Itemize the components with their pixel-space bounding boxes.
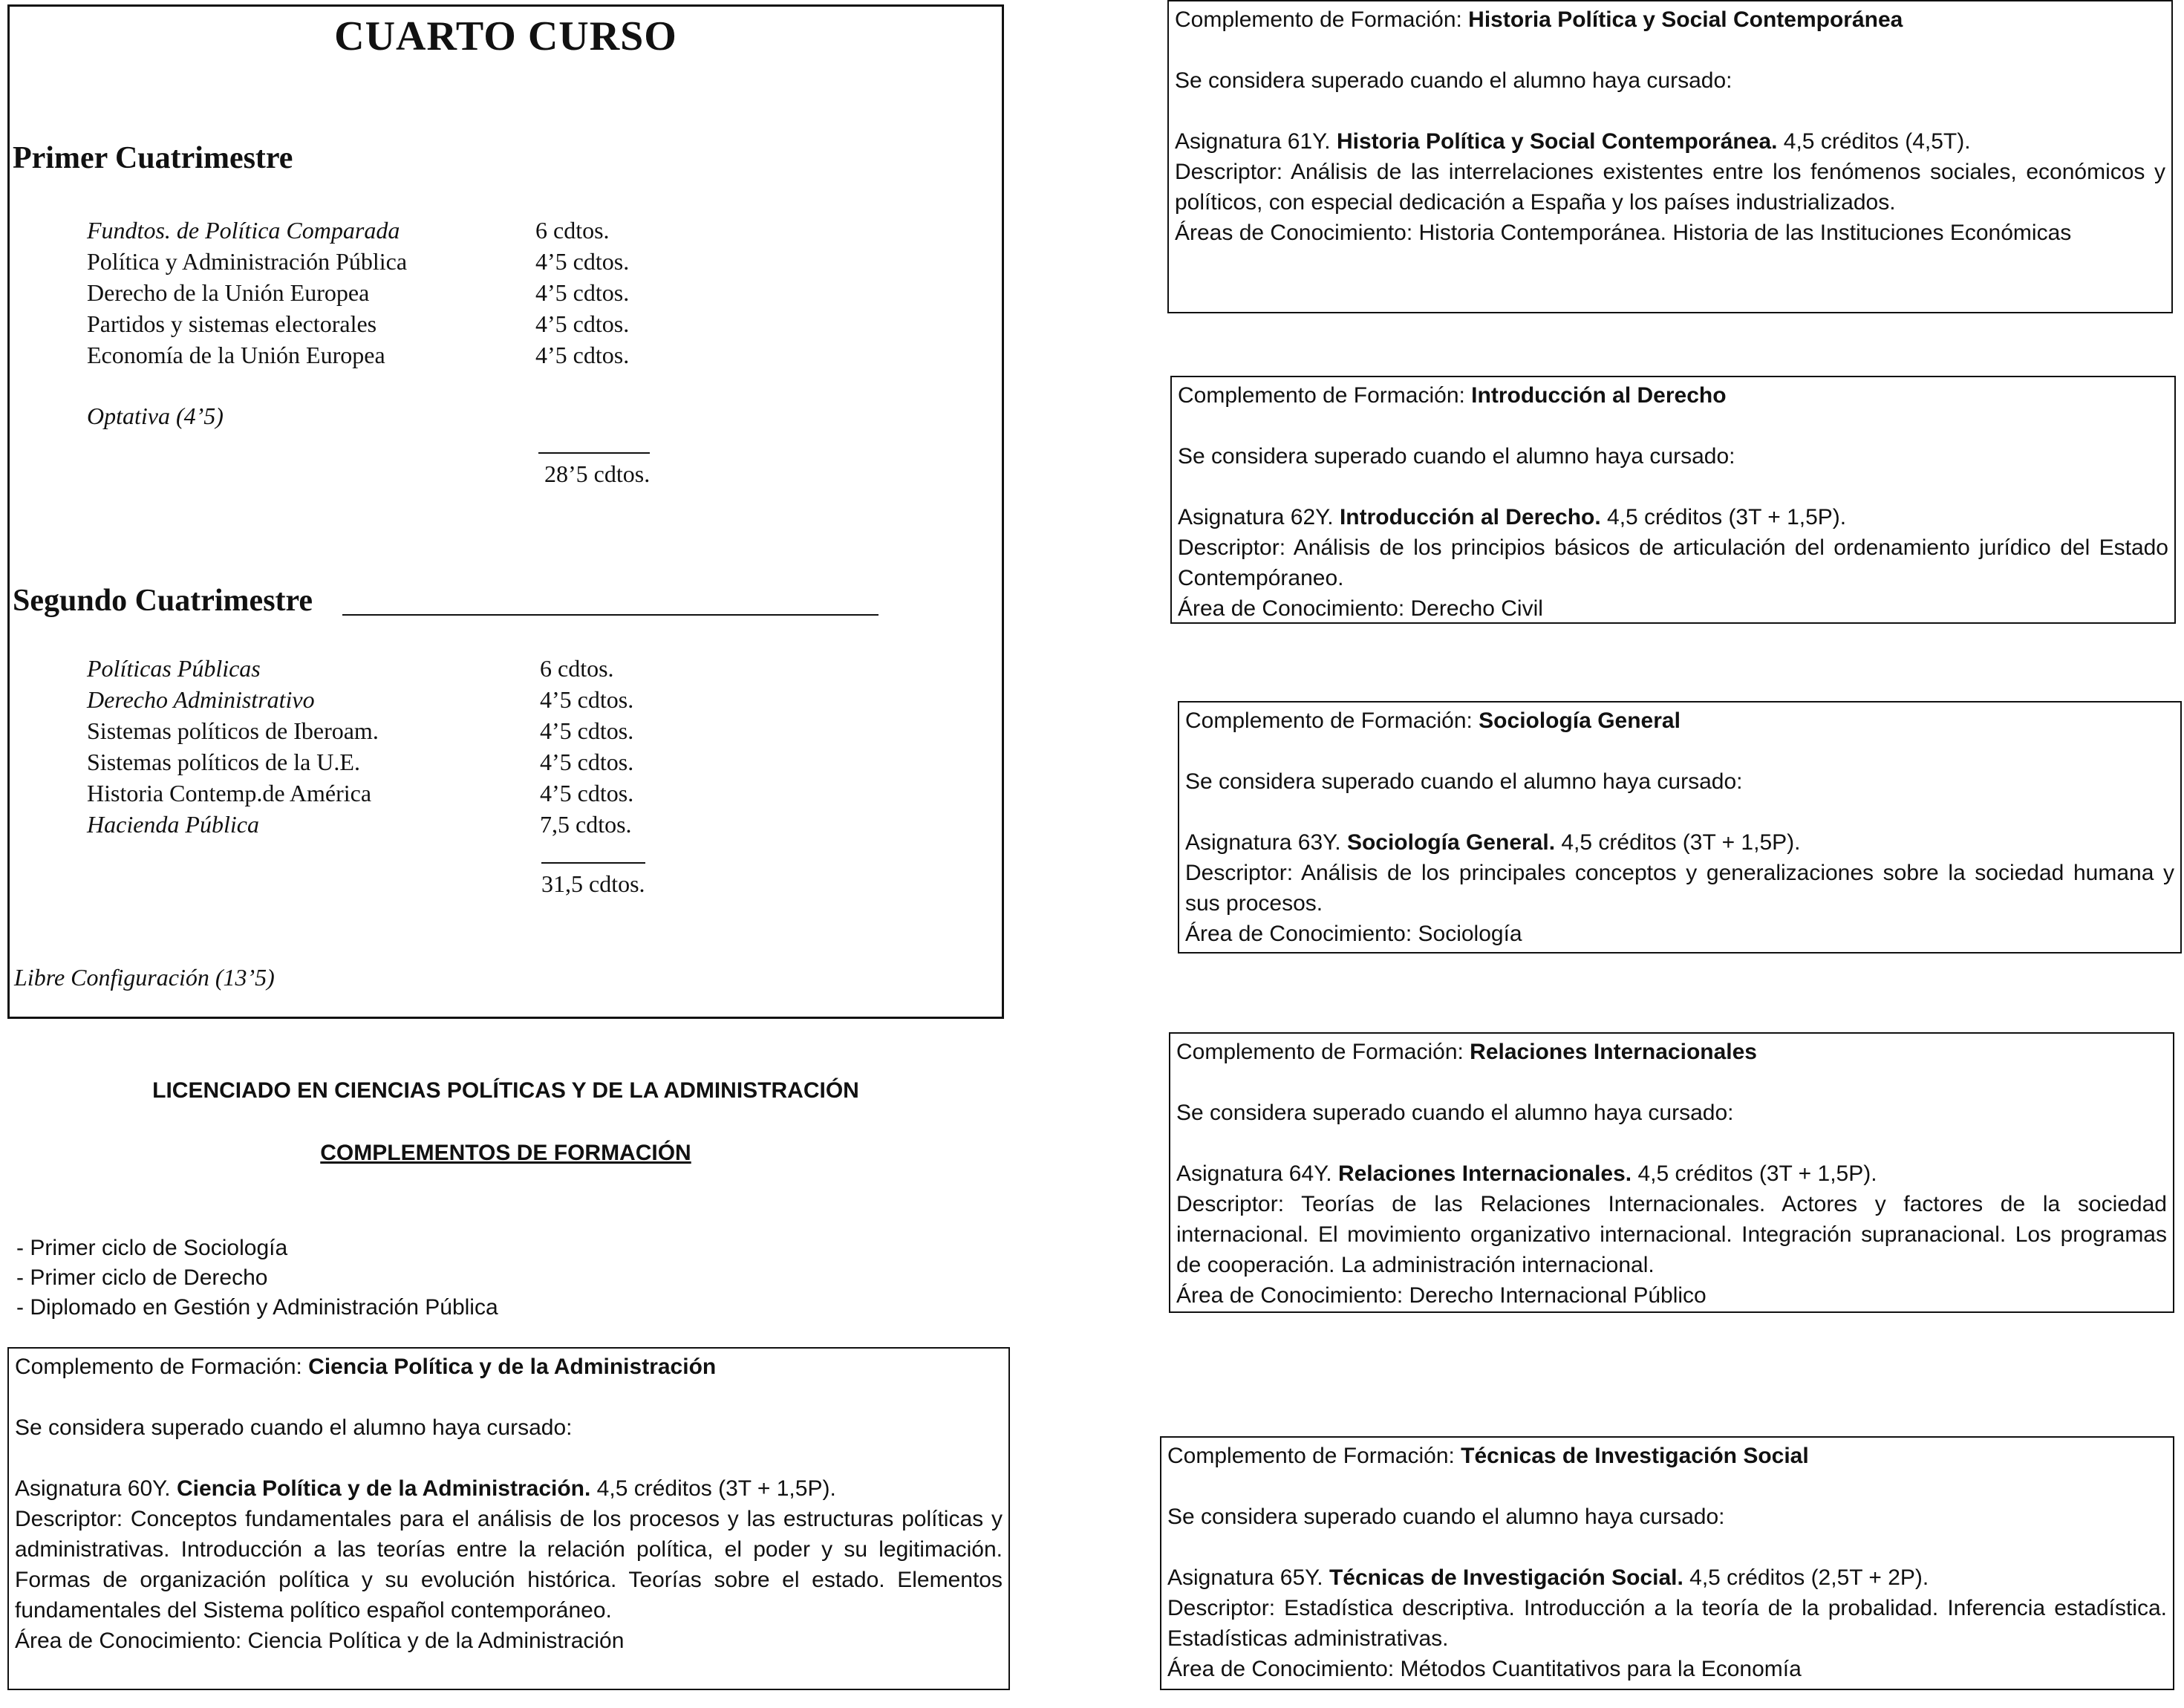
subject-name: Partidos y sistemas electorales bbox=[87, 310, 377, 337]
complemento-header bbox=[1176, 1037, 2167, 1067]
descriptor-text: Descriptor: Conceptos fundamentales para el análisis de los procesos y las estructuras políticas y administrativas. Introducción a las teorías entre la relación política, el poder y su legitimación. Formas de organización política y su evolución histórica. Teorías sobre el estado. Elementos fundamentales del Sistema político español contemporáneo. bbox=[15, 1507, 1003, 1623]
considera-text: Se considera superado cuando el alumno haya cursado: bbox=[15, 1415, 573, 1440]
primer-cuatrimestre-heading: Primer Cuatrimestre bbox=[13, 141, 293, 175]
primer-total: 28’5 cdtos. bbox=[544, 460, 651, 487]
subject-credits: 4’5 cdtos. bbox=[535, 342, 630, 368]
optativa-label: Optativa (4’5) bbox=[87, 402, 224, 429]
asignatura-code: Asignatura 63Y. bbox=[1185, 830, 1347, 855]
access-item: - Primer ciclo de Sociología bbox=[16, 1236, 288, 1260]
descriptor-text: Descriptor: Teorías de las Relaciones Internacionales. Actores y factores de la sociedad internacional. El movimiento organizativo internacional. Integración supranacional. Los programas de cooperación. La administración internacional. bbox=[1176, 1192, 2167, 1277]
subject-name: Política y Administración Pública bbox=[87, 248, 408, 275]
asignatura-line bbox=[1167, 1562, 2167, 1593]
subject-name: Políticas Públicas bbox=[87, 655, 261, 682]
complemento-header bbox=[1175, 4, 2165, 35]
asignatura-credits: 4,5 créditos (4,5T). bbox=[1777, 129, 1971, 154]
complemento-header bbox=[15, 1352, 1003, 1382]
asignatura-name: Introducción al Derecho. bbox=[1339, 505, 1601, 529]
subject-name: Derecho Administrativo bbox=[87, 686, 315, 713]
asignatura-name: Relaciones Internacionales. bbox=[1337, 1161, 1632, 1186]
complemento-box bbox=[1178, 701, 2182, 954]
area-text: Área de Conocimiento: Derecho Civil bbox=[1178, 596, 1543, 621]
complemento-header bbox=[1178, 380, 2168, 411]
complemento-box bbox=[7, 1347, 1010, 1690]
complemento-header bbox=[1185, 705, 2174, 736]
subject-name: Historia Contemp.de América bbox=[87, 780, 372, 806]
asignatura-line bbox=[1178, 502, 2168, 532]
subject-credits: 4’5 cdtos. bbox=[540, 717, 634, 744]
area-text: Área de Conocimiento: Derecho Internacional Público bbox=[1176, 1283, 1707, 1308]
complemento-name: Sociología General bbox=[1479, 708, 1681, 733]
asignatura-code: Asignatura 61Y. bbox=[1175, 129, 1337, 154]
complemento-label: Complemento de Formación: bbox=[1176, 1040, 1470, 1064]
area-text: Área de Conocimiento: Métodos Cuantitativos para la Economía bbox=[1167, 1657, 1802, 1681]
area-text: Área de Conocimiento: Sociología bbox=[1185, 922, 1522, 946]
asignatura-credits: 4,5 créditos (3T + 1,5P). bbox=[1632, 1161, 1877, 1186]
subject-credits: 6 cdtos. bbox=[540, 655, 614, 682]
area-text: Áreas de Conocimiento: Historia Contemporánea. Historia de las Instituciones Económicas bbox=[1175, 221, 2072, 245]
asignatura-code: Asignatura 64Y. bbox=[1176, 1161, 1338, 1186]
complemento-label: Complemento de Formación: bbox=[1185, 708, 1479, 733]
subject-name: Economía de la Unión Europea bbox=[87, 342, 385, 368]
subject-credits: 4’5 cdtos. bbox=[535, 310, 630, 337]
complementos-subtitle: COMPLEMENTOS DE FORMACIÓN bbox=[320, 1141, 691, 1165]
asignatura-credits: 4,5 créditos (3T + 1,5P). bbox=[1600, 505, 1847, 529]
asignatura-credits: 4,5 créditos (3T + 1,5P). bbox=[590, 1476, 836, 1501]
asignatura-line bbox=[1185, 827, 2174, 858]
asignatura-code: Asignatura 60Y. bbox=[15, 1476, 177, 1501]
licenciado-title: LICENCIADO EN CIENCIAS POLÍTICAS Y DE LA ADMINISTRACIÓN bbox=[152, 1078, 859, 1103]
asignatura-name: Ciencia Política y de la Administración. bbox=[176, 1476, 591, 1501]
subject-credits: 4’5 cdtos. bbox=[535, 248, 630, 275]
cuarto-curso-box bbox=[7, 4, 1004, 1019]
asignatura-name: Sociología General. bbox=[1346, 830, 1556, 855]
subject-name: Sistemas políticos de la U.E. bbox=[87, 749, 360, 775]
subject-credits: 4’5 cdtos. bbox=[540, 780, 634, 806]
complemento-box bbox=[1170, 376, 2176, 624]
asignatura-credits: 4,5 créditos (3T + 1,5P). bbox=[1555, 830, 1801, 855]
asignatura-name: Historia Política y Social Contemporánea. bbox=[1336, 129, 1778, 154]
asignatura-name: Técnicas de Investigación Social. bbox=[1329, 1565, 1683, 1590]
considera-text: Se considera superado cuando el alumno haya cursado: bbox=[1178, 444, 1735, 469]
complemento-label: Complemento de Formación: bbox=[1175, 7, 1469, 32]
complemento-header bbox=[1167, 1441, 2167, 1471]
complemento-box bbox=[1169, 1032, 2174, 1313]
subject-credits: 4’5 cdtos. bbox=[540, 749, 634, 775]
asignatura-line bbox=[15, 1473, 1003, 1504]
segundo-total: 31,5 cdtos. bbox=[541, 870, 645, 897]
asignatura-line bbox=[1176, 1158, 2167, 1189]
complemento-label: Complemento de Formación: bbox=[1178, 383, 1472, 408]
subject-credits: 7,5 cdtos. bbox=[540, 811, 632, 838]
complemento-name: Introducción al Derecho bbox=[1471, 383, 1727, 408]
descriptor-text: Descriptor: Análisis de los principales conceptos y generalizaciones sobre la sociedad humana y sus procesos. bbox=[1185, 861, 2174, 916]
subject-name: Derecho de la Unión Europea bbox=[87, 279, 370, 306]
access-item: - Diplomado en Gestión y Administración Pública bbox=[16, 1295, 498, 1320]
considera-text: Se considera superado cuando el alumno haya cursado: bbox=[1175, 68, 1732, 93]
subject-name: Fundtos. de Política Comparada bbox=[87, 217, 400, 244]
segundo-cuatrimestre-heading: Segundo Cuatrimestre bbox=[13, 584, 313, 618]
subject-name: Sistemas políticos de Iberoam. bbox=[87, 717, 379, 744]
sum-rule bbox=[538, 452, 650, 454]
descriptor-text: Descriptor: Análisis de las interrelaciones existentes entre los fenómenos sociales, económicos y políticos, con especial dedicación a España y los países industrializados. bbox=[1175, 160, 2165, 215]
complemento-label: Complemento de Formación: bbox=[15, 1355, 309, 1379]
subject-credits: 6 cdtos. bbox=[535, 217, 610, 244]
complemento-name: Ciencia Política y de la Administración bbox=[308, 1355, 717, 1379]
subject-credits: 4’5 cdtos. bbox=[540, 686, 634, 713]
libre-configuracion: Libre Configuración (13’5) bbox=[14, 964, 275, 991]
considera-text: Se considera superado cuando el alumno haya cursado: bbox=[1167, 1505, 1725, 1529]
complemento-box bbox=[1167, 0, 2173, 313]
subject-credits: 4’5 cdtos. bbox=[535, 279, 630, 306]
complemento-label: Complemento de Formación: bbox=[1167, 1444, 1461, 1468]
descriptor-text: Descriptor: Análisis de los principios básicos de articulación del ordenamiento jurídico del Estado Contempóraneo. bbox=[1178, 535, 2168, 590]
asignatura-credits: 4,5 créditos (2,5T + 2P). bbox=[1683, 1565, 1929, 1590]
complemento-name: Técnicas de Investigación Social bbox=[1461, 1444, 1809, 1468]
access-item: - Primer ciclo de Derecho bbox=[16, 1265, 268, 1290]
sum-rule bbox=[541, 862, 645, 864]
asignatura-line bbox=[1175, 126, 2165, 157]
complemento-name: Relaciones Internacionales bbox=[1470, 1040, 1757, 1064]
area-text: Área de Conocimiento: Ciencia Política y de la Administración bbox=[15, 1629, 625, 1653]
complemento-name: Historia Política y Social Contemporánea bbox=[1468, 7, 1903, 32]
curso-title: CUARTO CURSO bbox=[334, 13, 677, 59]
subject-name: Hacienda Pública bbox=[87, 811, 259, 838]
descriptor-text: Descriptor: Estadística descriptiva. Introducción a la teoría de la probalidad. Inferencia estadística. Estadísticas administrativas. bbox=[1167, 1596, 2167, 1651]
considera-text: Se considera superado cuando el alumno haya cursado: bbox=[1185, 769, 1743, 794]
considera-text: Se considera superado cuando el alumno haya cursado: bbox=[1176, 1101, 1734, 1125]
asignatura-code: Asignatura 65Y. bbox=[1167, 1565, 1329, 1590]
complemento-box bbox=[1160, 1436, 2174, 1690]
heading-rule bbox=[342, 614, 879, 616]
asignatura-code: Asignatura 62Y. bbox=[1178, 505, 1340, 529]
